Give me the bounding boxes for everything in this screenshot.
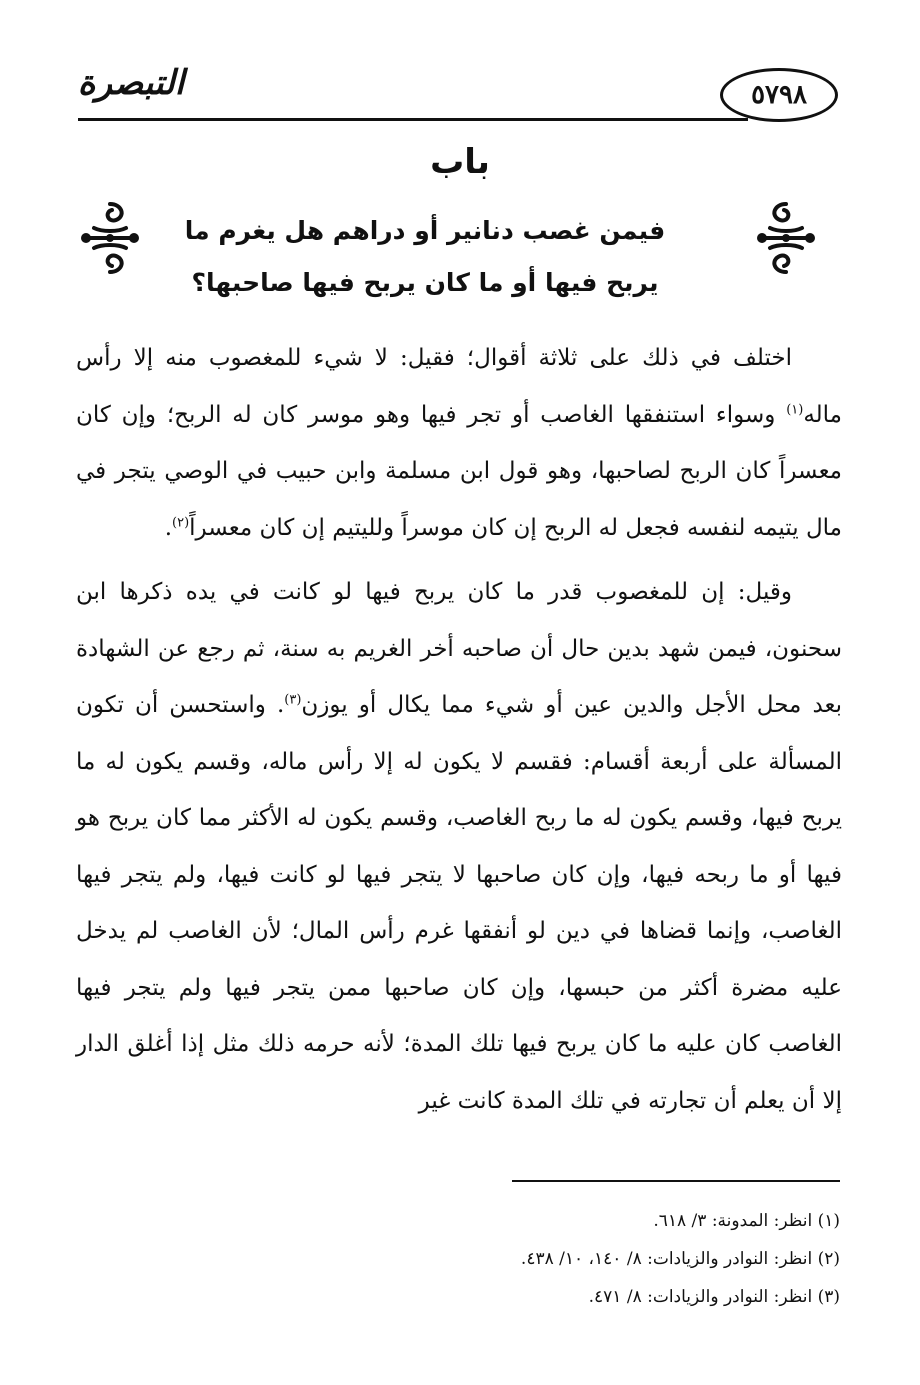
footnotes	[140, 1202, 840, 1316]
footnote-ref-3: (٣)	[284, 692, 302, 708]
book-logo-text: التبصرة	[77, 63, 185, 103]
page-header	[78, 50, 838, 120]
chapter-title-line-2: يربح فيها أو ما كان يربح فيها صاحبها؟	[191, 268, 659, 297]
header-rule	[78, 118, 748, 121]
footnote-2: (٢) انظر: النوادر والزيادات: ٨/ ١٤٠، ١٠/ ٤٣٨.	[520, 1249, 840, 1269]
footnote-1: (١) انظر: المدونة: ٣/ ٦١٨.	[653, 1211, 840, 1231]
footnote-ref-1: (١)	[786, 401, 804, 417]
body-text	[76, 330, 842, 1129]
paragraph-2-text-b: . واستحسن أن تكون المسألة على أربعة أقسام: فقسم لا يكون له إلا رأس ماله، وقسم يكون له ما يربح فيها، وقسم يكون له ما ربح الغاصب، وقسم يكون له الأكثر مما كان يربح هو فيها أو ما ربحه فيها، وإن كان صاحبها لا يتجر فيها لو كانت فيها، ولم يتجر فيها الغاصب، وإنما قضاها في دين لو أنفقها غرم رأس المال؛ لأن الغاصب لم يدخل عليه مضرة أكثر من حبسها، وإن كان صاحبها ممن يتجر فيها ولم يتجر فيها الغاصب كان عليه ما كان يربح فيها تلك المدة؛ لأنه حرمه ذلك مثل إذا أغلق الدار إلا أن يعلم أن تجارته في تلك المدة كانت غير	[76, 692, 842, 1114]
chapter-title-line-1: فيمن غصب دنانير أو دراهم هل يغرم ما	[184, 216, 666, 245]
ornament-right-icon	[756, 198, 816, 278]
paragraph-1-text-a: اختلف في ذلك على ثلاثة أقوال؛ فقيل: لا شيء للمغصوب منه إلا رأس ماله	[76, 345, 842, 428]
chapter-title	[175, 205, 675, 309]
paragraph-1	[76, 330, 842, 556]
chapter-heading: باب	[430, 142, 490, 182]
page-number-badge	[720, 68, 838, 122]
paragraph-1-text-b: وسواء استنفقها الغاصب أو تجر فيها وهو موسر كان له الربح؛ وإن كان معسراً كان الربح لصاحبها، وهو قول ابن مسلمة وابن حبيب في الوصي يتجر في مال يتيمه لنفسه فجعل له الربح إن كان موسراً ولليتيم إن كان معسراً	[76, 401, 842, 541]
footnote-3: (٣) انظر: النوادر والزيادات: ٨/ ٤٧١.	[588, 1287, 840, 1307]
ornament-left-icon	[80, 198, 140, 278]
paragraph-2	[76, 564, 842, 1129]
paragraph-2-text-a: وقيل: إن للمغصوب قدر ما كان يربح فيها لو كانت في يده ذكرها ابن سحنون، فيمن شهد بدين حال أن صاحبه أخر الغريم به سنة، ثم رجع عن الشهادة بعد محل الأجل والدين عين أو شيء مما يكال أو يوزن	[76, 579, 843, 718]
footnote-ref-2: (٢)	[172, 514, 190, 530]
footnote-divider	[512, 1180, 840, 1182]
book-logo	[77, 52, 185, 114]
paragraph-1-text-c: .	[164, 514, 173, 541]
page-number: ٥٧٩٨	[751, 80, 807, 110]
